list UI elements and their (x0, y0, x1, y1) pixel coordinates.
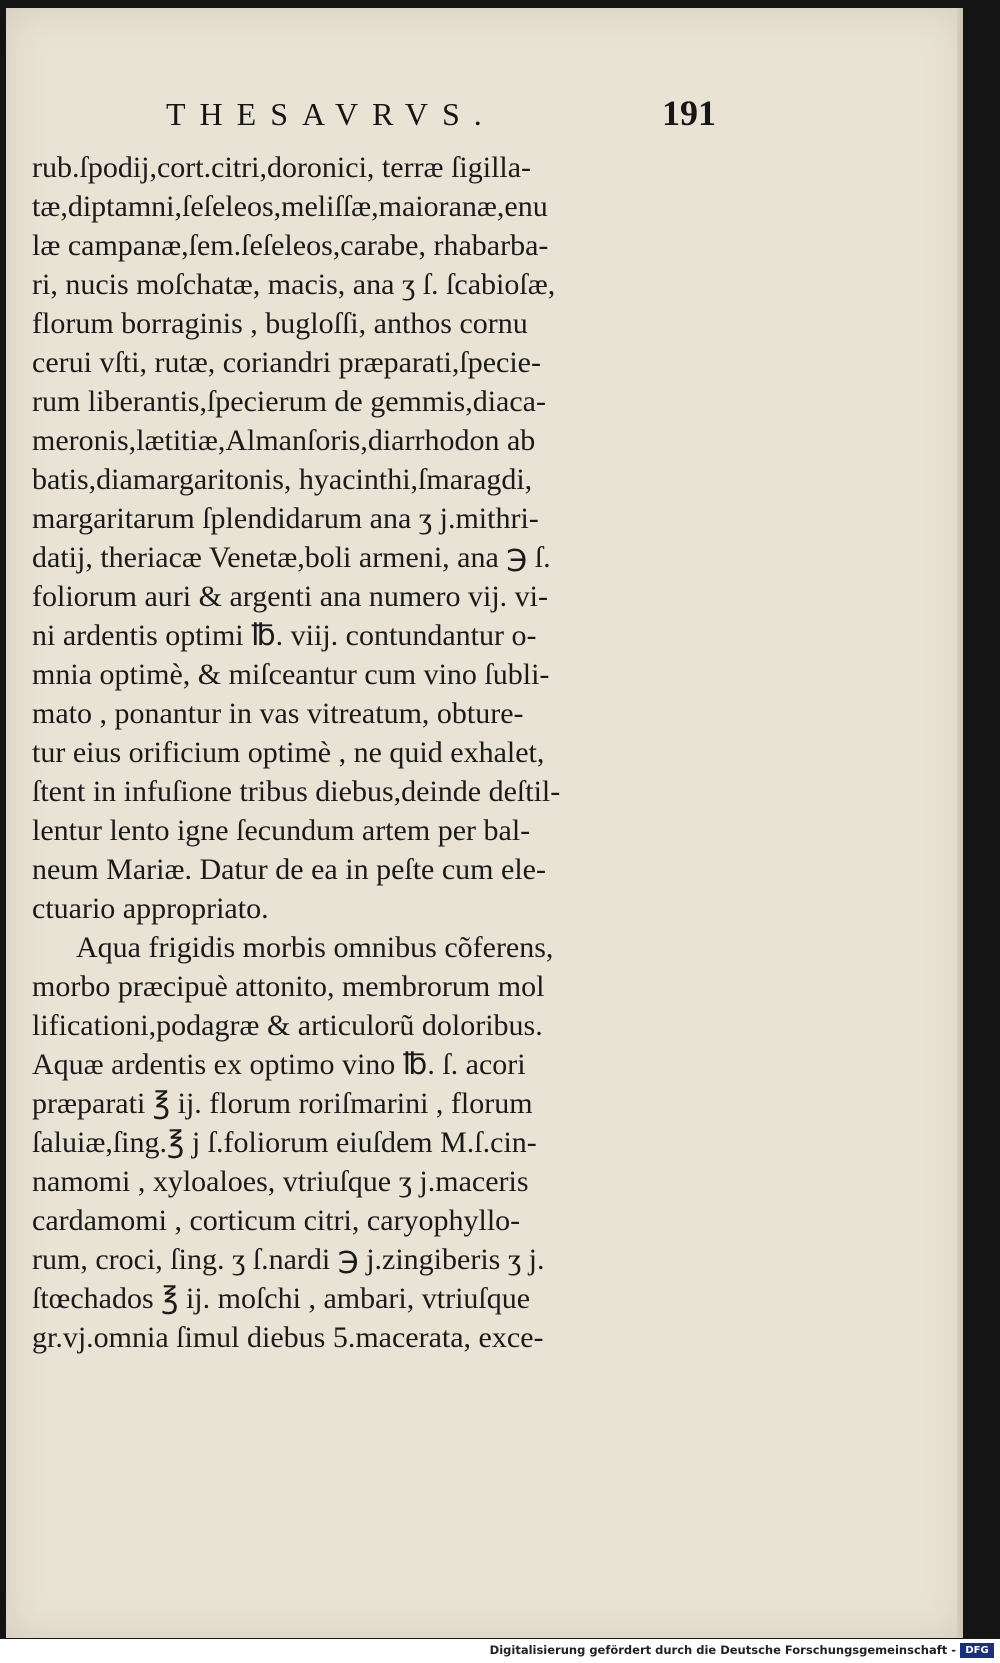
text-line: cerui vſti, rutæ, coriandri præparati,ſpecie- (32, 346, 541, 379)
text-line: margaritarum ſplendidarum ana ʒ j.mithri- (32, 502, 539, 535)
text-line: lificationi,podagræ & articulorũ doloribus. (32, 1009, 543, 1042)
text-line: florum borraginis , bugloſſi, anthos cornu (32, 307, 528, 340)
text-line: tur eius orificium optimè , ne quid exhalet, (32, 736, 545, 769)
text-line: ni ardentis optimi ℔. viij. contundantur o- (32, 619, 537, 652)
text-line: rum, croci, ſing. ʒ ſ.nardi ℈ j.zingiberis ʒ j. (32, 1243, 545, 1276)
text-line: namomi , xyloaloes, vtriuſque ʒ j.maceris (32, 1165, 529, 1198)
text-line: ſtent in infuſione tribus diebus,deinde deſtil- (32, 775, 561, 808)
text-line: præparati ℥ ij. florum roriſmarini , florum (32, 1087, 533, 1120)
book-page (6, 8, 963, 1638)
dfg-logo: DFG (960, 1643, 994, 1658)
text-line: lentur lento igne ſecundum artem per bal- (32, 814, 531, 847)
page-header (166, 93, 716, 136)
text-line: ctuario appropriato. (32, 892, 269, 925)
text-line: cardamomi , corticum citri, caryophyllo- (32, 1204, 521, 1237)
text-line: morbo præcipuè attonito, membrorum mol (32, 970, 545, 1003)
text-line: Aquæ ardentis ex optimo vino ℔. ſ. acori (32, 1048, 526, 1081)
body-text (32, 148, 712, 1357)
text-line: meronis,lætitiæ,Almanſoris,diarrhodon ab (32, 424, 536, 457)
funding-credit: Digitalisierung gefördert durch die Deutsche Forschungsgemeinschaft - (489, 1643, 956, 1657)
page-number: 191 (662, 93, 716, 133)
text-line: mato , ponantur in vas vitreatum, obture- (32, 697, 524, 730)
text-line: datij, theriacæ Venetæ,boli armeni, ana ℈ ſ. (32, 541, 551, 574)
running-title: THESAVRVS. (166, 96, 496, 132)
text-line: ri, nucis moſchatæ, macis, ana ʒ ſ. ſcabioſæ, (32, 268, 556, 301)
page-edge (957, 8, 963, 1638)
text-line: gr.vj.omnia ſimul diebus 5.macerata, exce- (32, 1321, 544, 1354)
text-line: rub.ſpodij,cort.citri,doronici, terræ ſigilla- (32, 151, 532, 184)
text-line: batis,diamargaritonis, hyacinthi,ſmaragdi, (32, 463, 533, 496)
text-line: foliorum auri & argenti ana numero vij. vi- (32, 580, 548, 613)
text-line: mnia optimè, & miſceantur cum vino ſubli- (32, 658, 550, 691)
paragraph-first-line: Aqua frigidis morbis omnibus cõferens, (76, 931, 554, 964)
text-line: ſaluiæ,ſing.℥ j ſ.foliorum eiuſdem M.ſ.cin- (32, 1126, 537, 1159)
text-line: neum Mariæ. Datur de ea in peſte cum ele- (32, 853, 546, 886)
text-line: rum liberantis,ſpecierum de gemmis,diaca- (32, 385, 546, 418)
text-line: læ campanæ,ſem.ſeſeleos,carabe, rhabarba- (32, 229, 549, 262)
text-line: ſtœchados ℥ ij. moſchi , ambari, vtriuſque (32, 1282, 531, 1315)
text-line: tæ,diptamni,ſeſeleos,meliſſæ,maioranæ,enu (32, 190, 548, 223)
digitization-footer (0, 1639, 1000, 1663)
